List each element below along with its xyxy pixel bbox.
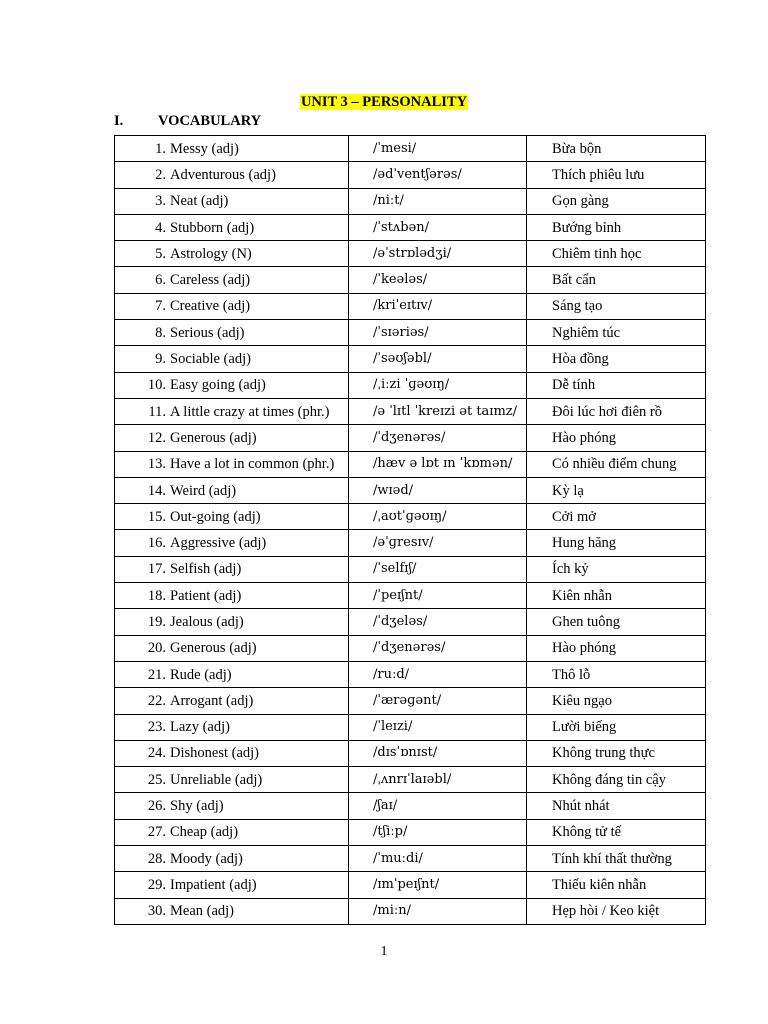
table-row bbox=[115, 635, 706, 661]
pronunciation-cell: /tʃiːp/ bbox=[349, 819, 527, 845]
vocab-word: Rude (adj) bbox=[170, 666, 232, 683]
meaning-cell: Bừa bộn bbox=[527, 136, 706, 162]
pronunciation-cell: /ˌʌnrɪˈlaɪəbl/ bbox=[349, 767, 527, 793]
table-row bbox=[115, 346, 706, 372]
vocab-word: Unreliable (adj) bbox=[170, 771, 263, 788]
item-number: 17. bbox=[147, 561, 166, 578]
item-number: 10. bbox=[147, 377, 166, 394]
item-number: 4. bbox=[155, 219, 166, 236]
meaning-cell: Không trung thực bbox=[527, 740, 706, 766]
meaning-cell: Chiêm tinh học bbox=[527, 241, 706, 267]
table-row bbox=[115, 688, 706, 714]
meaning-cell: Sáng tạo bbox=[527, 293, 706, 319]
vocab-word-cell bbox=[115, 661, 349, 687]
vocab-word: Serious (adj) bbox=[170, 324, 245, 341]
vocab-word-cell bbox=[115, 556, 349, 582]
item-number: 22. bbox=[147, 692, 166, 709]
vocab-word-cell bbox=[115, 846, 349, 872]
page-number: 1 bbox=[380, 944, 388, 959]
vocab-word-cell bbox=[115, 346, 349, 372]
page-title-text: UNIT 3 – PERSONALITY bbox=[300, 94, 468, 110]
item-number: 14. bbox=[147, 482, 166, 499]
table-row bbox=[115, 661, 706, 687]
meaning-cell: Hẹp hòi / Keo kiệt bbox=[527, 898, 706, 924]
item-number: 28. bbox=[147, 850, 166, 867]
pronunciation-cell: /ə ˈlɪtl ˈkreɪzi ət taɪmz/ bbox=[349, 398, 527, 424]
vocab-word: Out-going (adj) bbox=[170, 508, 261, 525]
meaning-cell: Hòa đồng bbox=[527, 346, 706, 372]
table-row bbox=[115, 214, 706, 240]
pronunciation-cell: /ˈærəɡənt/ bbox=[349, 688, 527, 714]
item-number: 11. bbox=[148, 403, 166, 420]
table-row bbox=[115, 530, 706, 556]
item-number: 19. bbox=[147, 613, 166, 630]
vocab-word: Stubborn (adj) bbox=[170, 219, 255, 236]
table-row bbox=[115, 136, 706, 162]
pronunciation-cell: /ˈmuːdi/ bbox=[349, 846, 527, 872]
item-number: 2. bbox=[155, 166, 166, 183]
vocab-word-cell bbox=[115, 793, 349, 819]
vocab-word-cell bbox=[115, 451, 349, 477]
meaning-cell: Nhút nhát bbox=[527, 793, 706, 819]
item-number: 29. bbox=[147, 876, 166, 893]
table-row bbox=[115, 583, 706, 609]
vocab-word: Neat (adj) bbox=[170, 193, 229, 210]
item-number: 1. bbox=[155, 140, 166, 157]
meaning-cell: Hào phóng bbox=[527, 635, 706, 661]
table-row bbox=[115, 819, 706, 845]
item-number: 26. bbox=[147, 798, 166, 815]
item-number: 7. bbox=[155, 298, 166, 315]
vocab-word: Astrology (N) bbox=[170, 245, 252, 262]
vocab-word: Jealous (adj) bbox=[170, 613, 244, 630]
meaning-cell: Kỳ lạ bbox=[527, 477, 706, 503]
pronunciation-cell: /ˌaʊtˈɡəʊɪŋ/ bbox=[349, 504, 527, 530]
vocab-word-cell bbox=[115, 293, 349, 319]
item-number: 9. bbox=[155, 351, 166, 368]
meaning-cell: Hung hăng bbox=[527, 530, 706, 556]
item-number: 5. bbox=[155, 245, 166, 262]
table-row bbox=[115, 293, 706, 319]
pronunciation-cell: /dɪsˈɒnɪst/ bbox=[349, 740, 527, 766]
vocab-word-cell bbox=[115, 214, 349, 240]
vocab-word-cell bbox=[115, 898, 349, 924]
meaning-cell: Lười biếng bbox=[527, 714, 706, 740]
pronunciation-cell: /ˈstʌbən/ bbox=[349, 214, 527, 240]
meaning-cell: Ích kỷ bbox=[527, 556, 706, 582]
meaning-cell: Kiêu ngạo bbox=[527, 688, 706, 714]
table-row bbox=[115, 451, 706, 477]
item-number: 12. bbox=[147, 429, 166, 446]
meaning-cell: Ghen tuông bbox=[527, 609, 706, 635]
pronunciation-cell: /ruːd/ bbox=[349, 661, 527, 687]
vocab-word: Patient (adj) bbox=[170, 587, 242, 604]
table-row bbox=[115, 872, 706, 898]
vocab-word-cell bbox=[115, 688, 349, 714]
vocab-word: Easy going (adj) bbox=[170, 377, 266, 394]
pronunciation-cell: /ɪmˈpeɪʃnt/ bbox=[349, 872, 527, 898]
vocab-word: Creative (adj) bbox=[170, 298, 251, 315]
item-number: 8. bbox=[155, 324, 166, 341]
meaning-cell: Không đáng tin cậy bbox=[527, 767, 706, 793]
pronunciation-cell: /ˈpeɪʃnt/ bbox=[349, 583, 527, 609]
vocab-word: A little crazy at times (phr.) bbox=[170, 403, 330, 420]
meaning-cell: Không tử tế bbox=[527, 819, 706, 845]
vocab-word-cell bbox=[115, 425, 349, 451]
pronunciation-cell: /niːt/ bbox=[349, 188, 527, 214]
vocab-word-cell bbox=[115, 609, 349, 635]
pronunciation-cell: /ˈdʒenərəs/ bbox=[349, 425, 527, 451]
vocab-word: Mean (adj) bbox=[170, 903, 235, 920]
meaning-cell: Cởi mở bbox=[527, 504, 706, 530]
table-row bbox=[115, 740, 706, 766]
table-row bbox=[115, 372, 706, 398]
table-row bbox=[115, 477, 706, 503]
table-row bbox=[115, 556, 706, 582]
vocab-word: Adventurous (adj) bbox=[170, 166, 276, 183]
vocab-word-cell bbox=[115, 872, 349, 898]
page-title bbox=[0, 94, 768, 111]
table-row bbox=[115, 188, 706, 214]
item-number: 6. bbox=[155, 272, 166, 289]
table-row bbox=[115, 609, 706, 635]
meaning-cell: Bướng bỉnh bbox=[527, 214, 706, 240]
pronunciation-cell: /ədˈventʃərəs/ bbox=[349, 162, 527, 188]
item-number: 20. bbox=[147, 640, 166, 657]
table-row bbox=[115, 898, 706, 924]
item-number: 25. bbox=[147, 771, 166, 788]
vocab-word-cell bbox=[115, 320, 349, 346]
meaning-cell: Tính khí thất thường bbox=[527, 846, 706, 872]
table-row bbox=[115, 320, 706, 346]
meaning-cell: Thô lỗ bbox=[527, 661, 706, 687]
meaning-cell: Kiên nhẫn bbox=[527, 583, 706, 609]
vocab-word: Weird (adj) bbox=[170, 482, 237, 499]
section-numeral: I. bbox=[114, 113, 124, 129]
item-number: 18. bbox=[147, 587, 166, 604]
table-row bbox=[115, 714, 706, 740]
vocab-word: Impatient (adj) bbox=[170, 876, 257, 893]
table-row bbox=[115, 846, 706, 872]
vocab-word: Selfish (adj) bbox=[170, 561, 242, 578]
section-heading bbox=[114, 113, 261, 130]
pronunciation-cell: /ˌiːzi ˈɡəʊɪŋ/ bbox=[349, 372, 527, 398]
meaning-cell: Dễ tính bbox=[527, 372, 706, 398]
vocab-word-cell bbox=[115, 372, 349, 398]
pronunciation-cell: /ˈmesi/ bbox=[349, 136, 527, 162]
meaning-cell: Nghiêm túc bbox=[527, 320, 706, 346]
pronunciation-cell: /kriˈeɪtɪv/ bbox=[349, 293, 527, 319]
item-number: 24. bbox=[147, 745, 166, 762]
vocab-word: Dishonest (adj) bbox=[170, 745, 259, 762]
pronunciation-cell: /ˈsɪəriəs/ bbox=[349, 320, 527, 346]
meaning-cell: Thiếu kiên nhẫn bbox=[527, 872, 706, 898]
vocab-word-cell bbox=[115, 477, 349, 503]
meaning-cell: Gọn gàng bbox=[527, 188, 706, 214]
table-row bbox=[115, 425, 706, 451]
pronunciation-cell: /ˈleɪzi/ bbox=[349, 714, 527, 740]
table-row bbox=[115, 504, 706, 530]
meaning-cell: Đôi lúc hơi điên rồ bbox=[527, 398, 706, 424]
meaning-cell: Thích phiêu lưu bbox=[527, 162, 706, 188]
item-number: 16. bbox=[147, 535, 166, 552]
pronunciation-cell: /əˈstrɒlədʒi/ bbox=[349, 241, 527, 267]
pronunciation-cell: /ˈselfɪʃ/ bbox=[349, 556, 527, 582]
section-title: VOCABULARY bbox=[158, 113, 262, 129]
vocabulary-table-body bbox=[115, 136, 706, 925]
pronunciation-cell: /əˈɡresɪv/ bbox=[349, 530, 527, 556]
vocab-word-cell bbox=[115, 136, 349, 162]
table-row bbox=[115, 767, 706, 793]
vocabulary-table bbox=[114, 135, 706, 925]
pronunciation-cell: /ˈkeələs/ bbox=[349, 267, 527, 293]
item-number: 27. bbox=[147, 824, 166, 841]
vocab-word: Aggressive (adj) bbox=[170, 535, 267, 552]
table-row bbox=[115, 793, 706, 819]
vocab-word: Generous (adj) bbox=[170, 429, 257, 446]
item-number: 15. bbox=[147, 508, 166, 525]
pronunciation-cell: /ʃaɪ/ bbox=[349, 793, 527, 819]
pronunciation-cell: /ˈdʒeləs/ bbox=[349, 609, 527, 635]
item-number: 13. bbox=[147, 456, 166, 473]
vocab-word-cell bbox=[115, 714, 349, 740]
vocab-word-cell bbox=[115, 767, 349, 793]
pronunciation-cell: /hæv ə lɒt ɪn ˈkɒmən/ bbox=[349, 451, 527, 477]
meaning-cell: Hào phóng bbox=[527, 425, 706, 451]
pronunciation-cell: /wɪəd/ bbox=[349, 477, 527, 503]
table-row bbox=[115, 398, 706, 424]
vocab-word: Careless (adj) bbox=[170, 272, 251, 289]
vocab-word-cell bbox=[115, 819, 349, 845]
pronunciation-cell: /ˈdʒenərəs/ bbox=[349, 635, 527, 661]
vocab-word-cell bbox=[115, 635, 349, 661]
vocab-word: Moody (adj) bbox=[170, 850, 243, 867]
vocab-word: Sociable (adj) bbox=[170, 351, 251, 368]
meaning-cell: Bất cẩn bbox=[527, 267, 706, 293]
vocab-word: Have a lot in common (phr.) bbox=[170, 456, 335, 473]
vocab-word: Cheap (adj) bbox=[170, 824, 239, 841]
pronunciation-cell: /ˈsəʊʃəbl/ bbox=[349, 346, 527, 372]
vocab-word-cell bbox=[115, 740, 349, 766]
vocab-word-cell bbox=[115, 530, 349, 556]
vocab-word-cell bbox=[115, 162, 349, 188]
vocab-word-cell bbox=[115, 267, 349, 293]
item-number: 21. bbox=[147, 666, 166, 683]
vocab-word: Generous (adj) bbox=[170, 640, 257, 657]
table-row bbox=[115, 162, 706, 188]
vocab-word-cell bbox=[115, 241, 349, 267]
vocab-word: Lazy (adj) bbox=[170, 719, 230, 736]
item-number: 23. bbox=[147, 719, 166, 736]
vocab-word-cell bbox=[115, 504, 349, 530]
item-number: 30. bbox=[147, 903, 166, 920]
vocab-word: Arrogant (adj) bbox=[170, 692, 254, 709]
table-row bbox=[115, 241, 706, 267]
vocab-word-cell bbox=[115, 398, 349, 424]
table-row bbox=[115, 267, 706, 293]
meaning-cell: Có nhiều điểm chung bbox=[527, 451, 706, 477]
pronunciation-cell: /miːn/ bbox=[349, 898, 527, 924]
vocab-word: Shy (adj) bbox=[170, 798, 224, 815]
vocab-word-cell bbox=[115, 583, 349, 609]
vocab-word: Messy (adj) bbox=[170, 140, 239, 157]
vocab-word-cell bbox=[115, 188, 349, 214]
item-number: 3. bbox=[155, 193, 166, 210]
